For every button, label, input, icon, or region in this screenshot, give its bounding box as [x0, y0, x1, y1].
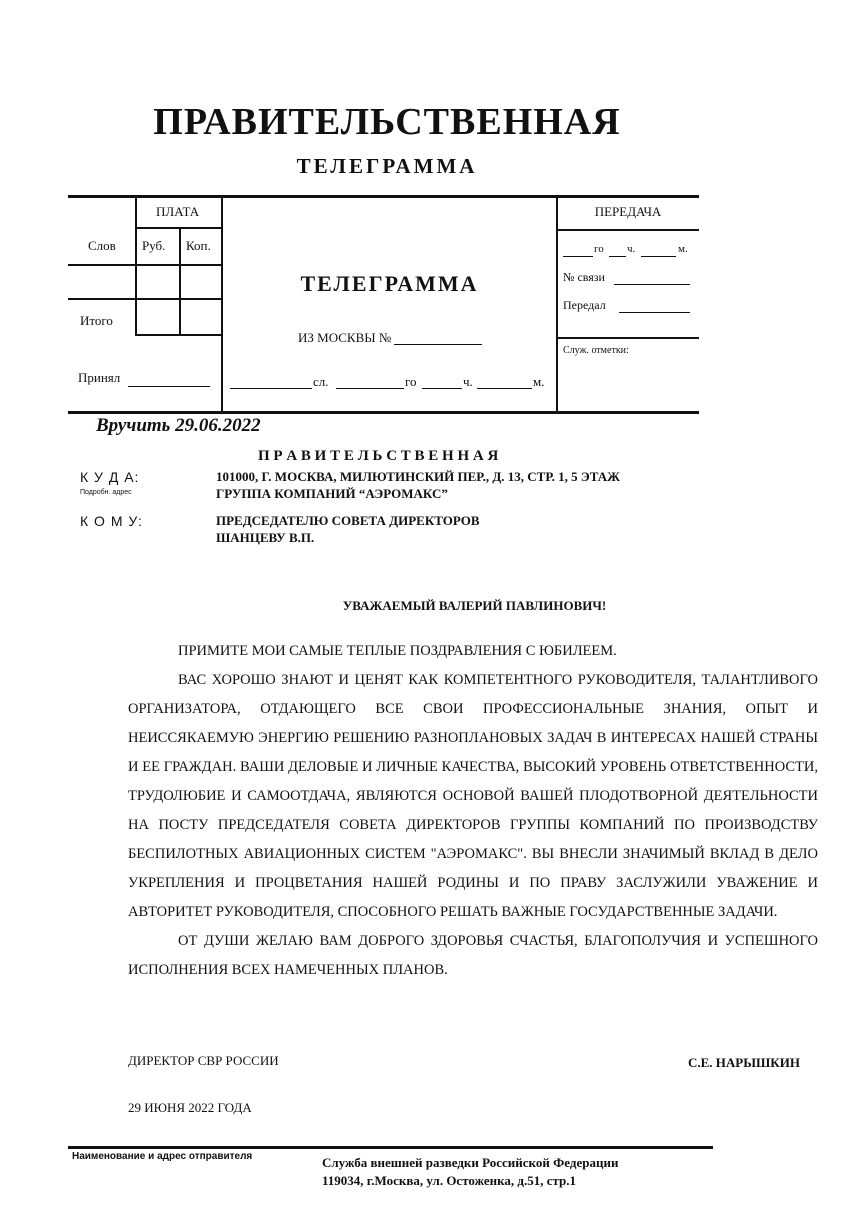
rub-label: Руб. [142, 238, 166, 253]
kop-label: Коп. [186, 238, 211, 253]
peredal-label: Передал [563, 298, 606, 312]
pravitelstvennaya-heading: П Р А В И Т Е Л Ь С Т В Е Н Н А Я [258, 448, 499, 464]
address-line-2: ГРУППА КОМПАНИЙ “АЭРОМАКС” [216, 486, 448, 501]
paragraph-3: ОТ ДУШИ ЖЕЛАЮ ВАМ ДОБРОГО ЗДОРОВЬЯ СЧАСТЬЯ, БЛАГОПОЛУЧИЯ И УСПЕШНОГО ИСПОЛНЕНИЯ ВСЕХ НАМЕЧЕННЫХ ПЛАНОВ. [128, 933, 818, 978]
komu-label: К О М У: [80, 513, 143, 529]
greeting: УВАЖАЕМЫЙ ВАЛЕРИЙ ПАВЛИНОВИЧ! [342, 598, 607, 613]
kuda-label: К У Д А: [80, 469, 140, 485]
peredacha-ch: ч. [627, 243, 636, 255]
sl-label: сл. [313, 374, 329, 389]
paragraph-1: ПРИМИТЕ МОИ САМЫЕ ТЕПЛЫЕ ПОЗДРАВЛЕНИЯ С ЮБИЛЕЕМ. [178, 643, 617, 659]
komu-line-2: ШАНЦЕВУ В.П. [216, 530, 315, 545]
peredacha-go: го [594, 243, 604, 255]
sender-address: 119034, г.Москва, ул. Остоженка, д.51, стр.1 [322, 1173, 577, 1188]
komu-line-1: ПРЕДСЕДАТЕЛЮ СОВЕТА ДИРЕКТОРОВ [216, 513, 480, 528]
slov-label: Слов [88, 238, 116, 253]
iz-moskvy-label: ИЗ МОСКВЫ № [298, 330, 392, 345]
itogo-label: Итого [80, 313, 113, 328]
podrobn-label: Подробн. адрес [80, 489, 132, 496]
no-svyazi-label: № связи [563, 270, 605, 284]
address-line-1: 101000, Г. МОСКВА, МИЛЮТИНСКИЙ ПЕР., Д. 13, СТР. 1, 5 ЭТАЖ [216, 469, 620, 484]
signature-name: С.Е. НАРЫШКИН [688, 1055, 800, 1070]
peredacha-m: м. [678, 243, 688, 255]
go-label: го [405, 374, 417, 389]
plata-label: ПЛАТА [156, 204, 200, 219]
peredacha-label: ПЕРЕДАЧА [594, 204, 662, 219]
paragraph-2: ВАС ХОРОШО ЗНАЮТ И ЦЕНЯТ КАК КОМПЕТЕНТНОГО РУКОВОДИТЕЛЯ, ТАЛАНТЛИВОГО ОРГАНИЗАТОРА, ОТДАЮЩЕГО ВСЕ СВОИ ПРОФЕССИОНАЛЬНЫЕ ЗНАНИЯ, ОПЫТ И НЕИССЯКАЕМУЮ ЭНЕРГИЮ РЕШЕНИЮ РАЗНОПЛАНОВЫХ ЗАДАЧ В ИНТЕРЕСАХ НАШЕЙ СТРАНЫ И ЕЕ ГРАЖДАН. ВАШИ ДЕЛОВЫЕ И ЛИЧНЫЕ КАЧЕСТВА, ВЫСОКИЙ УРОВЕНЬ ОТВЕТСТВЕННОСТИ, ТРУДОЛЮБИЕ И САМООТДАЧА, ЯВЛЯЮТСЯ ОСНОВОЙ ВАШЕЙ ПЛОДОТВОРНОЙ ДЕЯТЕЛЬНОСТИ НА ПОСТУ ПРЕДСЕДАТЕЛЯ СОВЕТА ДИРЕКТОРОВ ГРУППЫ КОМПАНИЙ ПО ПРОИЗВОДСТВУ БЕСПИЛОТНЫХ АВИАЦИОННЫХ СИСТЕМ "АЭРОМАКС". ВЫ ВНЕСЛИ ЗНАЧИМЫЙ ВКЛАД В ДЕЛО УКРЕПЛЕНИЯ И ПРОЦВЕТАНИЯ НАШЕЙ РОДИНЫ И ПО ПРАВУ ЗАСЛУЖИЛИ УВАЖЕНИЕ И АВТОРИТЕТ РУКОВОДИТЕЛЯ, СПОСОБНОГО РЕШАТЬ ВАЖНЫЕ ГОСУДАРСТВЕННЫЕ ЗАДАЧИ. [128, 672, 818, 920]
vruchit-date: Вручить 29.06.2022 [96, 415, 261, 436]
sender-label: Наименование и адрес отправителя [72, 1151, 253, 1162]
sluzh-otmetki-label: Служ. отметки: [563, 345, 629, 356]
signature-date: 29 ИЮНЯ 2022 ГОДА [128, 1100, 252, 1115]
page-subtitle: ТЕЛЕГРАММА [296, 154, 478, 178]
sender-org: Служба внешней разведки Российской Федерации [322, 1155, 619, 1170]
signature-position: ДИРЕКТОР СВР РОССИИ [128, 1053, 279, 1068]
m-label: м. [533, 374, 545, 389]
ch-label: ч. [463, 374, 473, 389]
prinyal-label: Принял [78, 370, 121, 385]
form-center-title: ТЕЛЕГРАММА [300, 271, 479, 296]
page-title: ПРАВИТЕЛЬСТВЕННАЯ [153, 101, 621, 143]
